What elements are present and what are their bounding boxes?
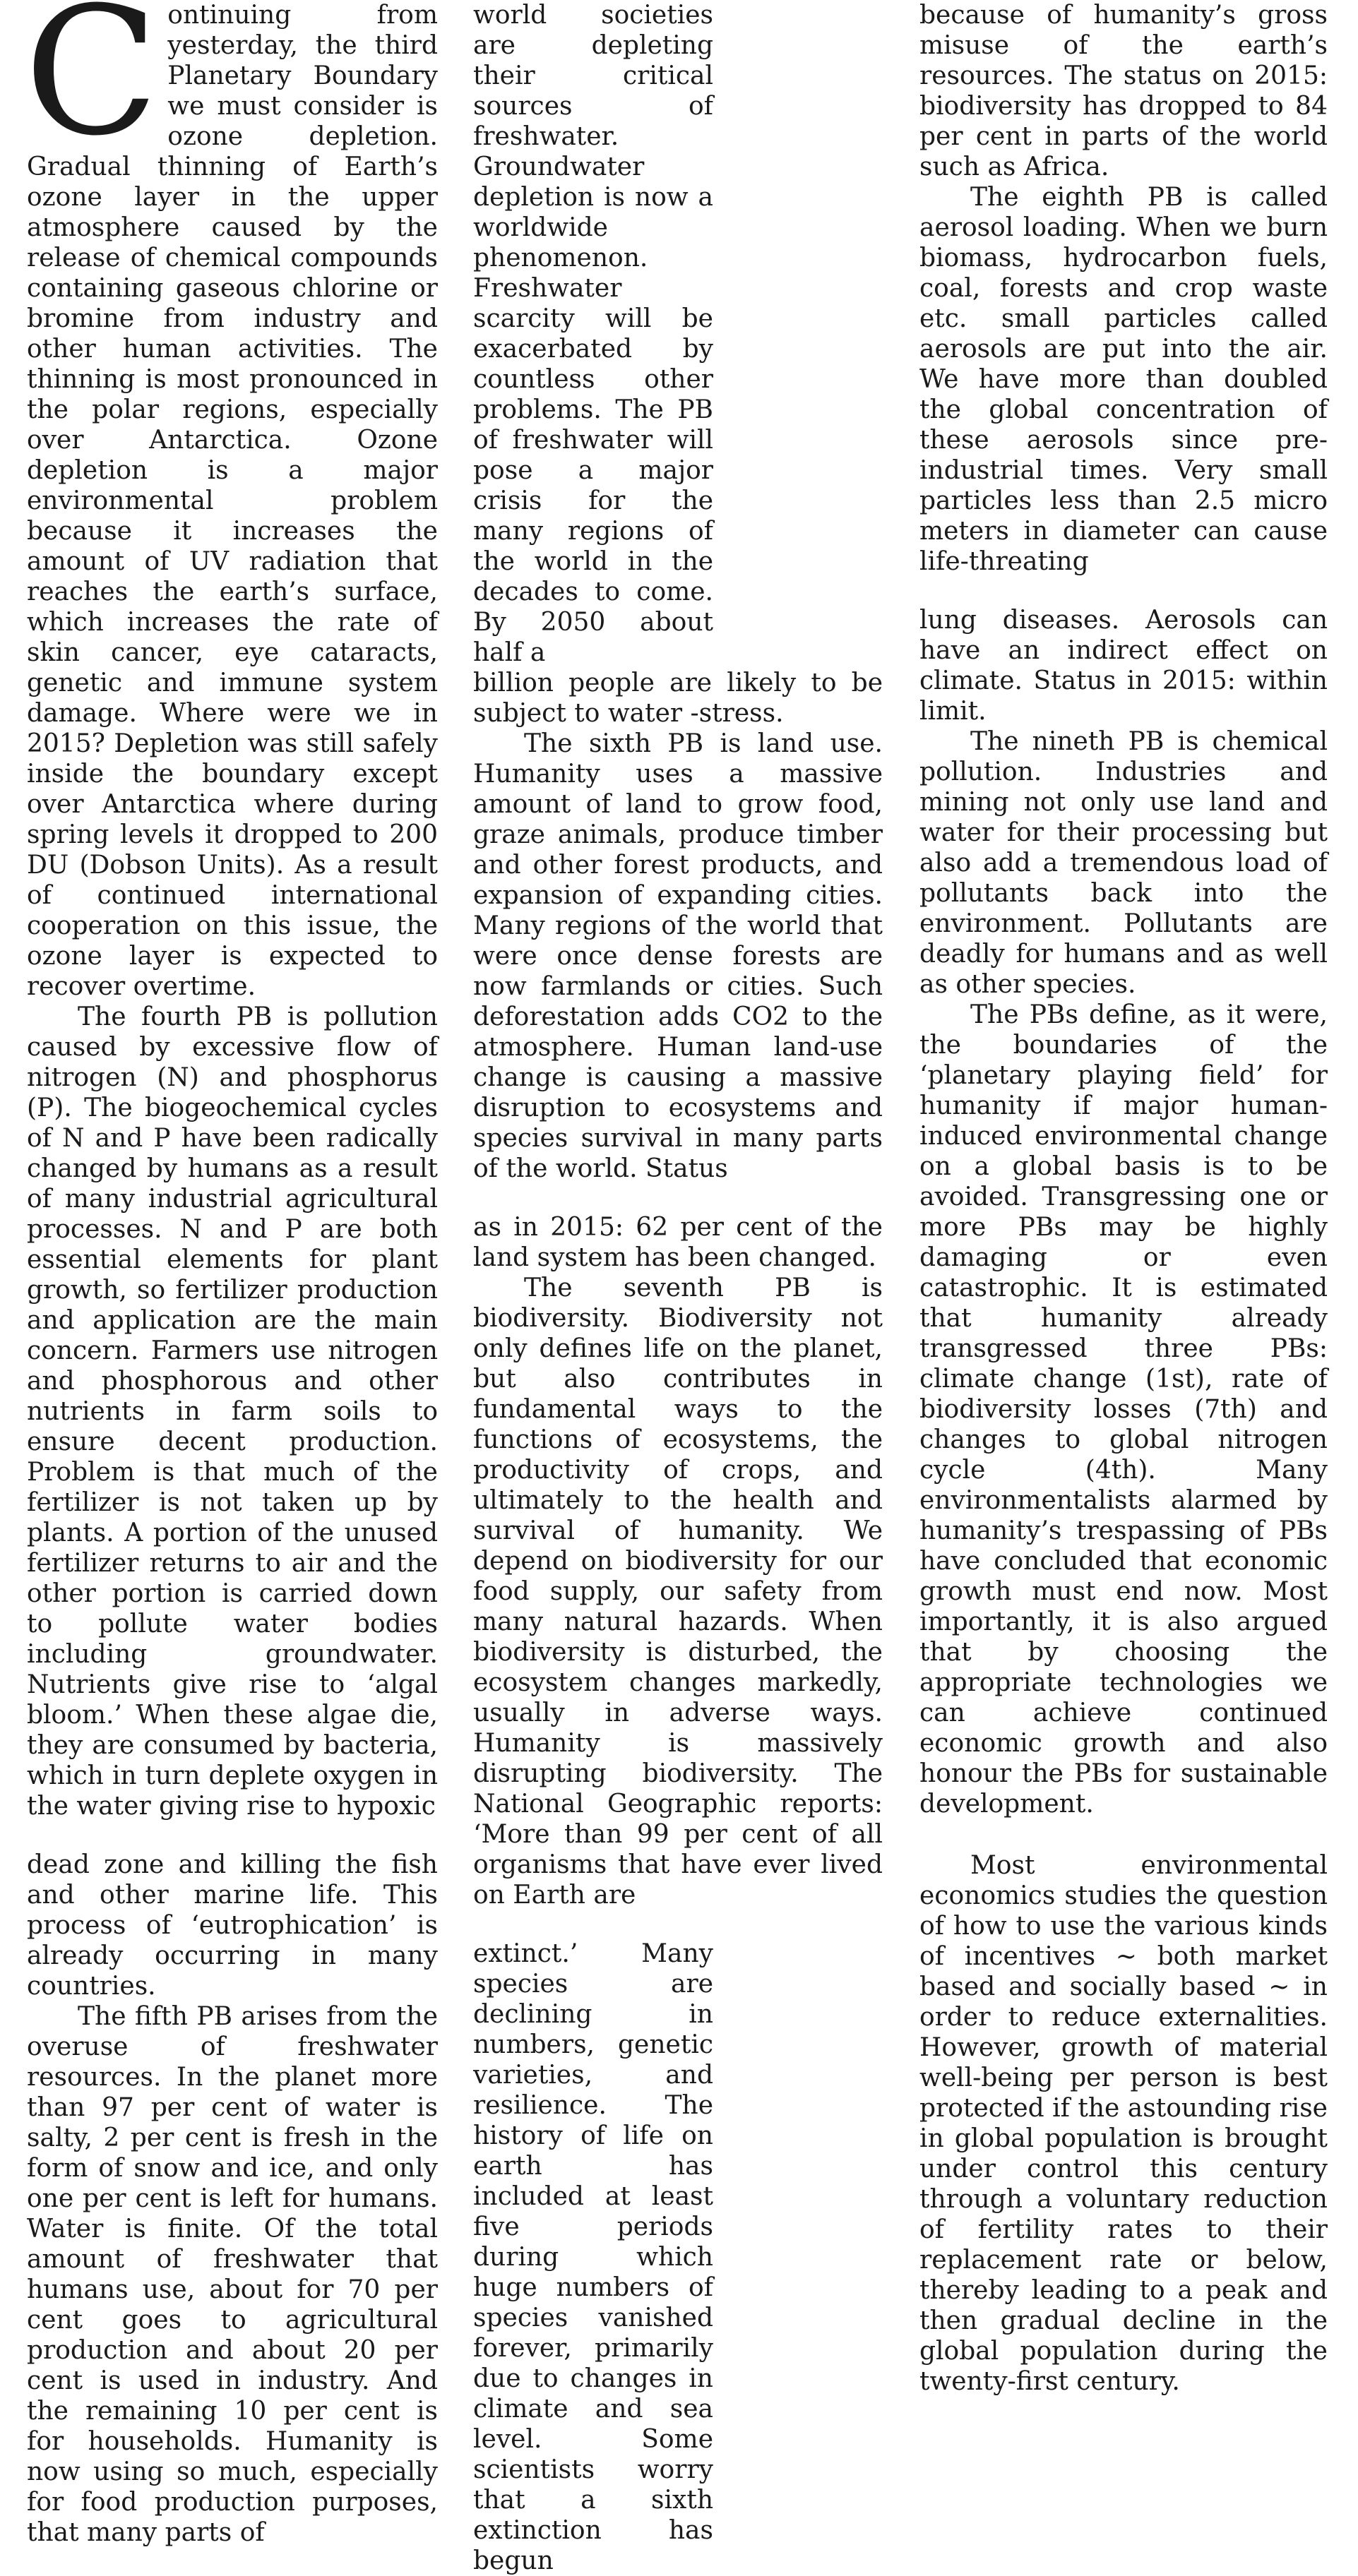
paragraph-ozone-text: ontinuing from yesterday, the third Planetary Boundary we must consider is ozone depletion. Gradual thinning of Earth’s ozone layer in the upper atmosphere caused by the release of chemical compounds containing gaseous chlorine or bromine from industry and other human activities. The thinning is most pronounced in the polar regions, especially over Antarctica. Ozone depletion is a major environmental problem because it increases the amount of UV radiation that reaches the earth’s surface, which increases the rate of skin cancer, eye cataracts, genetic and immune system damage. Where were we in 2015? Depletion was still safely inside the boundary except over Antarctica where during spring levels it dropped to 200 DU (Dobson Units). As a result of continued international cooperation on this issue, the ozone layer is expected to recover overtime. bbox=[27, 1, 438, 1001]
drop-cap: C bbox=[24, 0, 160, 174]
article-column-2 bbox=[473, 0, 883, 2576]
paragraph-eighth-pb-cont: lung diseases. Aerosols can have an indirect effect on climate. Status in 2015: within limit. bbox=[919, 606, 1328, 726]
paragraph-fifth-pb: The fifth PB arises from the overuse of freshwater resources. In the planet more than 97 per cent of water is salty, 2 per cent is fresh in the form of snow and ice, and only one per cent is left for humans. Water is finite. Of the total amount of freshwater that humans use, about for 70 per cent goes to agricultural production and about 20 per cent is used in industry. And the remaining 10 per cent is for households. Humanity is now using so much, especially for food production purposes, that many parts of bbox=[27, 2002, 438, 2547]
paragraph-freshwater-end: billion people are likely to be subject to water -stress. bbox=[473, 669, 883, 728]
paragraph-seventh-pb-cont: extinct.’ Many species are declining in numbers, genetic varieties, and resilience. The history of life on earth has included at least five periods during which huge numbers of species vanished forever, primarily due to changes in climate and sea level. Some scientists worry that a sixth extinction has begun bbox=[473, 1939, 713, 2575]
paragraph-ninth-pb: The nineth PB is chemical pollution. Industries and mining not only use land and water for their processing but also add a tremendous load of pollutants back into the environment. Pollutants are deadly for humans and as well as other species. bbox=[919, 727, 1328, 999]
paragraph-sixth-pb-cont: as in 2015: 62 per cent of the land system has been changed. bbox=[473, 1213, 883, 1272]
paragraph-eighth-pb: The eighth PB is called aerosol loading. When we burn biomass, hydrocarbon fuels, coal, forests and crop waste etc. small particles called aerosols are put into the air. We have more than doubled the global concentration of these aerosols since pre-industrial times. Very small particles less than 2.5 micro meters in diameter can cause life-threating bbox=[919, 183, 1328, 576]
paragraph-sixth-pb: The sixth PB is land use. Humanity uses a massive amount of land to grow food, graze animals, produce timber and other forest products, and expansion of expanding cities. Many regions of the world that were once dense forests are now farmlands or cities. Such deforestation adds CO2 to the atmosphere. Human land-use change is causing a massive disruption to ecosystems and species survival in many parts of the world. Status bbox=[473, 729, 883, 1183]
paragraph-environmental-economics: Most environmental economics studies the question of how to use the various kinds of incentives ~ both market based and socially based ~ in order to reduce externalities. However, growth of material well-being per person is best protected if the astounding rise in global population is brought under control this century through a voluntary reduction of fertility rates to their replacement rate or below, thereby leading to a peak and then gradual decline in the global population during the twenty-first century. bbox=[919, 1851, 1328, 2396]
paragraph-fourth-pb-cont: dead zone and killing the fish and other marine life. This process of ‘eutrophication’ is already occurring in many countries. bbox=[27, 1850, 438, 2001]
paragraph-biodiversity-end: because of humanity’s gross misuse of the earth’s resources. The status on 2015: biodiversity has dropped to 84 per cent in parts of the world such as Africa. bbox=[919, 1, 1328, 181]
paragraph-ozone bbox=[24, 0, 438, 1002]
paragraph-freshwater-cont: world societies are depleting their critical sources of freshwater. Groundwater depletion is now a worldwide phenomenon. Freshwater scarcity will be exacerbated by countless other problems. The PB of freshwater will pose a major crisis for the many regions of the world in the decades to come. By 2050 about half a bbox=[473, 1, 713, 667]
article-column-3 bbox=[919, 0, 1328, 2397]
paragraph-fourth-pb: The fourth PB is pollution caused by excessive flow of nitrogen (N) and phosphorus (P). The biogeochemical cycles of N and P have been radically changed by humans as a result of many industrial agricultural processes. N and P are both essential elements for plant growth, so fertilizer production and application are the main concern. Farmers use nitrogen and phosphorous and other nutrients in farm soils to ensure decent production. Problem is that much of the fertilizer is not taken up by plants. A portion of the unused fertilizer returns to air and the other portion is carried down to pollute water bodies including groundwater. Nutrients give rise to ‘algal bloom.’ When these algae die, they are consumed by bacteria, which in turn deplete oxygen in the water giving rise to hypoxic bbox=[27, 1002, 438, 1821]
article-column-1 bbox=[24, 0, 438, 2548]
paragraph-seventh-pb: The seventh PB is biodiversity. Biodiversity not only defines life on the planet, but also contributes in fundamental ways to the functions of ecosystems, the productivity of crops, and ultimately to the health and survival of humanity. We depend on biodiversity for our food supply, our safety from many natural hazards. When biodiversity is disturbed, the ecosystem changes markedly, usually in adverse ways. Humanity is massively disrupting biodiversity. The National Geographic reports: ‘More than 99 per cent of all organisms that have ever lived on Earth are bbox=[473, 1274, 883, 1910]
paragraph-pb-define: The PBs define, as it were, the boundaries of the ‘planetary playing field’ for humanity if major human-induced environmental change on a global basis is to be avoided. Transgressing one or more PBs may be highly damaging or even catastrophic. It is estimated that humanity already transgressed three PBs: climate change (1st), rate of biodiversity losses (7th) and changes to global nitrogen cycle (4th). Many environmentalists alarmed by humanity’s trespassing of PBs have concluded that economic growth must end now. Most importantly, it is also argued that by choosing the appropriate technologies we can achieve continued economic growth and also honour the PBs for sustainable development. bbox=[919, 1000, 1328, 1819]
